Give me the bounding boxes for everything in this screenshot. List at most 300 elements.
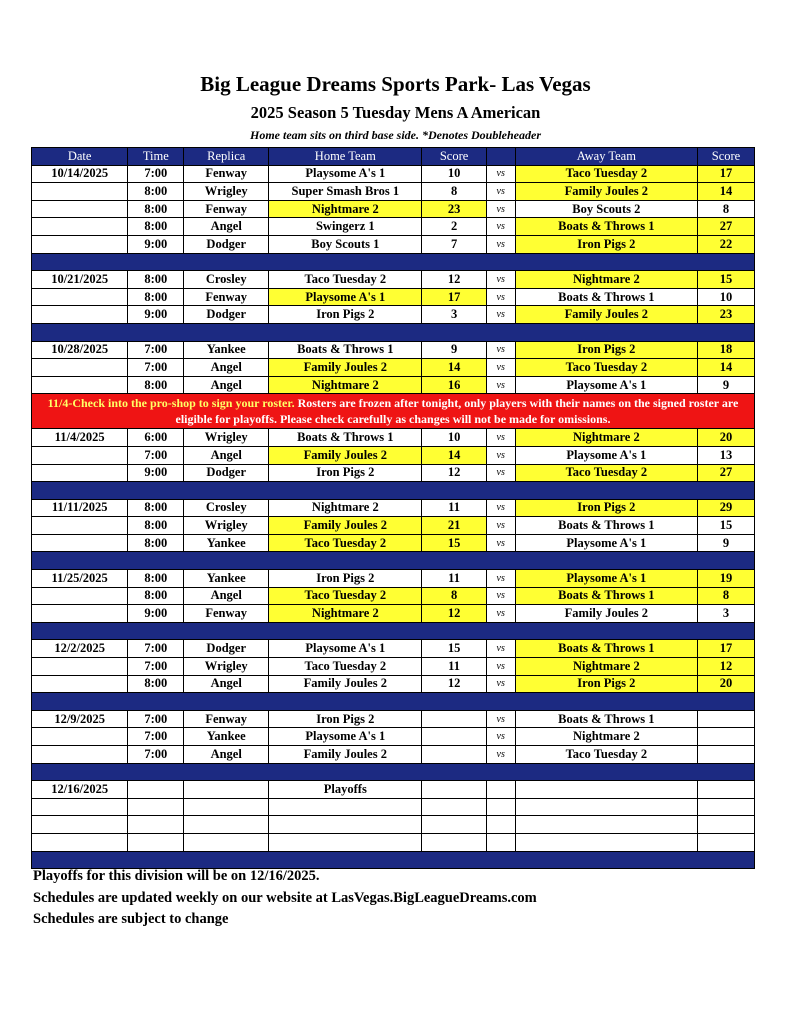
away-score-cell: 8 bbox=[697, 587, 754, 605]
time-cell: 7:00 bbox=[128, 728, 184, 746]
date-cell bbox=[32, 376, 128, 394]
away-score-cell: 27 bbox=[697, 218, 754, 236]
home-team-cell: Playsome A's 1 bbox=[269, 165, 422, 183]
game-row bbox=[32, 781, 755, 799]
away-team-cell: Boats & Throws 1 bbox=[515, 640, 697, 658]
home-team-cell: Playsome A's 1 bbox=[269, 728, 422, 746]
away-score-cell: 14 bbox=[697, 183, 754, 201]
separator-bar bbox=[32, 851, 755, 869]
replica-cell: Dodger bbox=[184, 640, 269, 658]
game-row bbox=[32, 183, 755, 201]
date-cell bbox=[32, 728, 128, 746]
replica-cell: Crosley bbox=[184, 271, 269, 289]
date-cell bbox=[32, 218, 128, 236]
time-cell: 7:00 bbox=[128, 746, 184, 764]
game-row bbox=[32, 218, 755, 236]
away-team-cell: Iron Pigs 2 bbox=[515, 235, 697, 253]
date-cell bbox=[32, 658, 128, 676]
separator-bar bbox=[32, 323, 755, 341]
home-team-cell: Swingerz 1 bbox=[269, 218, 422, 236]
home-team-cell: Family Joules 2 bbox=[269, 675, 422, 693]
vs-cell bbox=[486, 833, 515, 851]
date-cell: 12/9/2025 bbox=[32, 710, 128, 728]
game-row bbox=[32, 165, 755, 183]
away-score-cell bbox=[697, 833, 754, 851]
time-cell: 8:00 bbox=[128, 587, 184, 605]
away-team-cell: Boats & Throws 1 bbox=[515, 517, 697, 535]
game-row bbox=[32, 816, 755, 834]
time-cell bbox=[128, 833, 184, 851]
home-team-cell: Iron Pigs 2 bbox=[269, 710, 422, 728]
vs-cell: vs bbox=[486, 288, 515, 306]
game-row bbox=[32, 570, 755, 588]
away-team-cell: Nightmare 2 bbox=[515, 658, 697, 676]
vs-cell: vs bbox=[486, 376, 515, 394]
home-score-cell: 14 bbox=[422, 359, 486, 377]
away-score-cell bbox=[697, 798, 754, 816]
replica-cell: Yankee bbox=[184, 570, 269, 588]
vs-cell: vs bbox=[486, 640, 515, 658]
away-score-cell bbox=[697, 746, 754, 764]
home-team-cell: Nightmare 2 bbox=[269, 499, 422, 517]
time-cell: 7:00 bbox=[128, 341, 184, 359]
replica-cell: Angel bbox=[184, 359, 269, 377]
replica-cell: Angel bbox=[184, 446, 269, 464]
away-score-cell: 8 bbox=[697, 200, 754, 218]
game-row bbox=[32, 376, 755, 394]
game-row bbox=[32, 640, 755, 658]
separator-bar bbox=[32, 622, 755, 640]
away-team-cell: Boats & Throws 1 bbox=[515, 288, 697, 306]
away-score-cell: 3 bbox=[697, 605, 754, 623]
separator-bar bbox=[32, 693, 755, 711]
date-cell: 10/14/2025 bbox=[32, 165, 128, 183]
date-cell bbox=[32, 517, 128, 535]
time-cell: 8:00 bbox=[128, 271, 184, 289]
vs-cell: vs bbox=[486, 710, 515, 728]
replica-cell: Fenway bbox=[184, 200, 269, 218]
away-team-cell: Family Joules 2 bbox=[515, 183, 697, 201]
replica-cell: Angel bbox=[184, 376, 269, 394]
vs-cell: vs bbox=[486, 218, 515, 236]
away-score-cell: 15 bbox=[697, 517, 754, 535]
away-team-cell: Family Joules 2 bbox=[515, 605, 697, 623]
date-cell bbox=[32, 746, 128, 764]
game-row bbox=[32, 235, 755, 253]
game-row bbox=[32, 587, 755, 605]
away-team-cell: Taco Tuesday 2 bbox=[515, 746, 697, 764]
date-cell: 11/25/2025 bbox=[32, 570, 128, 588]
home-score-cell: 12 bbox=[422, 464, 486, 482]
home-score-cell bbox=[422, 781, 486, 799]
away-score-cell: 9 bbox=[697, 376, 754, 394]
away-team-cell: Boats & Throws 1 bbox=[515, 587, 697, 605]
footer-change-note: Schedules are subject to change bbox=[33, 911, 229, 927]
home-score-cell: 11 bbox=[422, 570, 486, 588]
home-team-cell: Family Joules 2 bbox=[269, 359, 422, 377]
date-cell: 11/11/2025 bbox=[32, 499, 128, 517]
replica-cell bbox=[184, 833, 269, 851]
date-cell: 11/4/2025 bbox=[32, 429, 128, 447]
date-cell bbox=[32, 816, 128, 834]
home-score-cell: 10 bbox=[422, 165, 486, 183]
home-score-cell: 8 bbox=[422, 587, 486, 605]
vs-cell: vs bbox=[486, 446, 515, 464]
game-row bbox=[32, 605, 755, 623]
home-score-cell: 12 bbox=[422, 675, 486, 693]
page-note: Home team sits on third base side. *Denotes Doubleheader bbox=[250, 128, 541, 142]
away-score-cell: 17 bbox=[697, 165, 754, 183]
away-team-cell bbox=[515, 798, 697, 816]
time-cell: 7:00 bbox=[128, 165, 184, 183]
away-team-cell: Taco Tuesday 2 bbox=[515, 464, 697, 482]
home-team-cell: Nightmare 2 bbox=[269, 376, 422, 394]
vs-cell: vs bbox=[486, 517, 515, 535]
col-header-away-score: Score bbox=[697, 148, 754, 166]
home-score-cell: 10 bbox=[422, 429, 486, 447]
date-cell bbox=[32, 288, 128, 306]
replica-cell: Angel bbox=[184, 218, 269, 236]
time-cell: 9:00 bbox=[128, 605, 184, 623]
time-cell: 9:00 bbox=[128, 306, 184, 324]
home-score-cell bbox=[422, 746, 486, 764]
replica-cell: Wrigley bbox=[184, 183, 269, 201]
game-row bbox=[32, 429, 755, 447]
replica-cell: Yankee bbox=[184, 341, 269, 359]
date-cell bbox=[32, 675, 128, 693]
time-cell: 7:00 bbox=[128, 710, 184, 728]
game-row bbox=[32, 271, 755, 289]
home-score-cell: 12 bbox=[422, 271, 486, 289]
replica-cell: Angel bbox=[184, 675, 269, 693]
game-row bbox=[32, 200, 755, 218]
home-score-cell: 7 bbox=[422, 235, 486, 253]
game-row bbox=[32, 499, 755, 517]
vs-cell: vs bbox=[486, 728, 515, 746]
roster-notice-lead: 11/4-Check into the pro-shop to sign your roster. bbox=[47, 396, 295, 411]
date-cell bbox=[32, 235, 128, 253]
away-score-cell: 18 bbox=[697, 341, 754, 359]
away-score-cell: 17 bbox=[697, 640, 754, 658]
date-cell: 10/21/2025 bbox=[32, 271, 128, 289]
vs-cell: vs bbox=[486, 235, 515, 253]
home-team-cell: Super Smash Bros 1 bbox=[269, 183, 422, 201]
time-cell: 8:00 bbox=[128, 218, 184, 236]
date-cell bbox=[32, 798, 128, 816]
vs-cell: vs bbox=[486, 183, 515, 201]
home-team-cell: Boy Scouts 1 bbox=[269, 235, 422, 253]
home-score-cell bbox=[422, 710, 486, 728]
home-team-cell: Family Joules 2 bbox=[269, 517, 422, 535]
vs-cell: vs bbox=[486, 499, 515, 517]
date-cell: 12/2/2025 bbox=[32, 640, 128, 658]
vs-cell: vs bbox=[486, 746, 515, 764]
home-score-cell: 11 bbox=[422, 499, 486, 517]
col-header-date: Date bbox=[32, 148, 128, 166]
home-team-cell: Taco Tuesday 2 bbox=[269, 587, 422, 605]
away-team-cell: Playsome A's 1 bbox=[515, 376, 697, 394]
page-title: Big League Dreams Sports Park- Las Vegas bbox=[200, 72, 591, 96]
home-score-cell: 17 bbox=[422, 288, 486, 306]
home-score-cell: 14 bbox=[422, 446, 486, 464]
game-row bbox=[32, 710, 755, 728]
time-cell: 8:00 bbox=[128, 376, 184, 394]
away-team-cell: Boy Scouts 2 bbox=[515, 200, 697, 218]
home-score-cell bbox=[422, 816, 486, 834]
home-score-cell: 15 bbox=[422, 534, 486, 552]
time-cell bbox=[128, 798, 184, 816]
replica-cell: Crosley bbox=[184, 499, 269, 517]
time-cell: 7:00 bbox=[128, 359, 184, 377]
game-row bbox=[32, 341, 755, 359]
week-separator bbox=[32, 851, 755, 869]
vs-cell: vs bbox=[486, 587, 515, 605]
away-score-cell bbox=[697, 710, 754, 728]
date-cell bbox=[32, 183, 128, 201]
away-team-cell: Nightmare 2 bbox=[515, 271, 697, 289]
away-team-cell bbox=[515, 816, 697, 834]
away-score-cell bbox=[697, 781, 754, 799]
away-team-cell: Family Joules 2 bbox=[515, 306, 697, 324]
date-cell: 12/16/2025 bbox=[32, 781, 128, 799]
home-score-cell: 16 bbox=[422, 376, 486, 394]
date-cell: 10/28/2025 bbox=[32, 341, 128, 359]
time-cell: 9:00 bbox=[128, 464, 184, 482]
replica-cell: Angel bbox=[184, 746, 269, 764]
home-score-cell: 2 bbox=[422, 218, 486, 236]
home-team-cell: Iron Pigs 2 bbox=[269, 306, 422, 324]
week-separator bbox=[32, 253, 755, 271]
table-header-row bbox=[32, 148, 755, 166]
replica-cell: Fenway bbox=[184, 605, 269, 623]
replica-cell: Fenway bbox=[184, 165, 269, 183]
replica-cell: Angel bbox=[184, 587, 269, 605]
replica-cell bbox=[184, 798, 269, 816]
time-cell: 8:00 bbox=[128, 183, 184, 201]
vs-cell: vs bbox=[486, 658, 515, 676]
away-team-cell: Nightmare 2 bbox=[515, 429, 697, 447]
vs-cell: vs bbox=[486, 306, 515, 324]
game-row bbox=[32, 534, 755, 552]
away-team-cell: Iron Pigs 2 bbox=[515, 341, 697, 359]
game-row bbox=[32, 464, 755, 482]
time-cell: 8:00 bbox=[128, 570, 184, 588]
home-score-cell: 23 bbox=[422, 200, 486, 218]
replica-cell: Yankee bbox=[184, 534, 269, 552]
away-score-cell bbox=[697, 728, 754, 746]
time-cell: 7:00 bbox=[128, 446, 184, 464]
schedule-table bbox=[31, 147, 755, 869]
vs-cell: vs bbox=[486, 534, 515, 552]
home-team-cell: Iron Pigs 2 bbox=[269, 570, 422, 588]
date-cell bbox=[32, 464, 128, 482]
col-header-home-team: Home Team bbox=[269, 148, 422, 166]
col-header-home-score: Score bbox=[422, 148, 486, 166]
home-score-cell bbox=[422, 798, 486, 816]
home-team-cell: Family Joules 2 bbox=[269, 746, 422, 764]
home-score-cell: 15 bbox=[422, 640, 486, 658]
away-team-cell bbox=[515, 781, 697, 799]
home-team-cell: Nightmare 2 bbox=[269, 200, 422, 218]
time-cell: 8:00 bbox=[128, 288, 184, 306]
away-score-cell: 10 bbox=[697, 288, 754, 306]
away-score-cell bbox=[697, 816, 754, 834]
home-score-cell: 12 bbox=[422, 605, 486, 623]
replica-cell: Wrigley bbox=[184, 517, 269, 535]
time-cell: 8:00 bbox=[128, 675, 184, 693]
week-separator bbox=[32, 482, 755, 500]
home-score-cell: 21 bbox=[422, 517, 486, 535]
away-team-cell: Iron Pigs 2 bbox=[515, 499, 697, 517]
date-cell bbox=[32, 833, 128, 851]
game-row bbox=[32, 746, 755, 764]
week-separator bbox=[32, 693, 755, 711]
replica-cell: Dodger bbox=[184, 306, 269, 324]
time-cell: 8:00 bbox=[128, 200, 184, 218]
home-team-cell bbox=[269, 798, 422, 816]
replica-cell: Fenway bbox=[184, 288, 269, 306]
replica-cell: Dodger bbox=[184, 235, 269, 253]
game-row bbox=[32, 288, 755, 306]
vs-cell: vs bbox=[486, 341, 515, 359]
home-team-cell: Nightmare 2 bbox=[269, 605, 422, 623]
game-row bbox=[32, 675, 755, 693]
week-separator bbox=[32, 763, 755, 781]
col-header-time: Time bbox=[128, 148, 184, 166]
away-score-cell: 22 bbox=[697, 235, 754, 253]
game-row bbox=[32, 306, 755, 324]
home-team-cell: Playsome A's 1 bbox=[269, 640, 422, 658]
time-cell: 8:00 bbox=[128, 499, 184, 517]
away-score-cell: 14 bbox=[697, 359, 754, 377]
vs-cell: vs bbox=[486, 605, 515, 623]
col-header-away-team: Away Team bbox=[515, 148, 697, 166]
home-score-cell: 8 bbox=[422, 183, 486, 201]
footer-website-note: Schedules are updated weekly on our website at LasVegas.BigLeagueDreams.com bbox=[33, 890, 537, 906]
home-team-cell: Playoffs bbox=[269, 781, 422, 799]
col-header-vs bbox=[486, 148, 515, 166]
home-team-cell: Playsome A's 1 bbox=[269, 288, 422, 306]
game-row bbox=[32, 359, 755, 377]
time-cell: 7:00 bbox=[128, 658, 184, 676]
away-team-cell: Iron Pigs 2 bbox=[515, 675, 697, 693]
roster-notice-row bbox=[32, 394, 755, 429]
vs-cell: vs bbox=[486, 165, 515, 183]
date-cell bbox=[32, 605, 128, 623]
time-cell: 9:00 bbox=[128, 235, 184, 253]
away-team-cell: Boats & Throws 1 bbox=[515, 218, 697, 236]
away-team-cell: Playsome A's 1 bbox=[515, 534, 697, 552]
time-cell bbox=[128, 816, 184, 834]
game-row bbox=[32, 833, 755, 851]
replica-cell: Fenway bbox=[184, 710, 269, 728]
home-score-cell bbox=[422, 833, 486, 851]
separator-bar bbox=[32, 482, 755, 500]
vs-cell bbox=[486, 816, 515, 834]
week-separator bbox=[32, 622, 755, 640]
game-row bbox=[32, 446, 755, 464]
away-team-cell: Boats & Throws 1 bbox=[515, 710, 697, 728]
away-score-cell: 27 bbox=[697, 464, 754, 482]
vs-cell bbox=[486, 781, 515, 799]
game-row bbox=[32, 517, 755, 535]
date-cell bbox=[32, 534, 128, 552]
roster-notice-text: Rosters are frozen after tonight, only players with their names on the signed roster are eligible for playoffs. Please check carefully as changes will not be made for omissions. bbox=[175, 396, 739, 427]
away-team-cell: Nightmare 2 bbox=[515, 728, 697, 746]
away-team-cell: Playsome A's 1 bbox=[515, 570, 697, 588]
vs-cell: vs bbox=[486, 359, 515, 377]
vs-cell bbox=[486, 798, 515, 816]
home-team-cell bbox=[269, 816, 422, 834]
away-team-cell: Taco Tuesday 2 bbox=[515, 165, 697, 183]
vs-cell: vs bbox=[486, 271, 515, 289]
home-score-cell: 9 bbox=[422, 341, 486, 359]
home-score-cell: 11 bbox=[422, 658, 486, 676]
away-score-cell: 19 bbox=[697, 570, 754, 588]
separator-bar bbox=[32, 763, 755, 781]
vs-cell: vs bbox=[486, 570, 515, 588]
home-team-cell: Iron Pigs 2 bbox=[269, 464, 422, 482]
away-score-cell: 12 bbox=[697, 658, 754, 676]
away-score-cell: 13 bbox=[697, 446, 754, 464]
game-row bbox=[32, 658, 755, 676]
date-cell bbox=[32, 359, 128, 377]
home-score-cell bbox=[422, 728, 486, 746]
replica-cell bbox=[184, 781, 269, 799]
time-cell: 8:00 bbox=[128, 517, 184, 535]
separator-bar bbox=[32, 552, 755, 570]
home-team-cell: Family Joules 2 bbox=[269, 446, 422, 464]
time-cell bbox=[128, 781, 184, 799]
away-team-cell: Taco Tuesday 2 bbox=[515, 359, 697, 377]
vs-cell: vs bbox=[486, 200, 515, 218]
time-cell: 8:00 bbox=[128, 534, 184, 552]
date-cell bbox=[32, 446, 128, 464]
separator-bar bbox=[32, 253, 755, 271]
vs-cell: vs bbox=[486, 464, 515, 482]
vs-cell: vs bbox=[486, 675, 515, 693]
game-row bbox=[32, 728, 755, 746]
home-team-cell: Taco Tuesday 2 bbox=[269, 534, 422, 552]
home-team-cell: Taco Tuesday 2 bbox=[269, 271, 422, 289]
date-cell bbox=[32, 587, 128, 605]
week-separator bbox=[32, 323, 755, 341]
vs-cell: vs bbox=[486, 429, 515, 447]
away-score-cell: 23 bbox=[697, 306, 754, 324]
home-score-cell: 3 bbox=[422, 306, 486, 324]
away-team-cell: Playsome A's 1 bbox=[515, 446, 697, 464]
date-cell bbox=[32, 306, 128, 324]
replica-cell: Dodger bbox=[184, 464, 269, 482]
away-score-cell: 15 bbox=[697, 271, 754, 289]
time-cell: 6:00 bbox=[128, 429, 184, 447]
replica-cell: Wrigley bbox=[184, 658, 269, 676]
away-team-cell bbox=[515, 833, 697, 851]
home-team-cell bbox=[269, 833, 422, 851]
home-team-cell: Boats & Throws 1 bbox=[269, 429, 422, 447]
replica-cell bbox=[184, 816, 269, 834]
away-score-cell: 20 bbox=[697, 429, 754, 447]
replica-cell: Wrigley bbox=[184, 429, 269, 447]
roster-notice bbox=[32, 394, 755, 429]
col-header-replica: Replica bbox=[184, 148, 269, 166]
week-separator bbox=[32, 552, 755, 570]
replica-cell: Yankee bbox=[184, 728, 269, 746]
away-score-cell: 20 bbox=[697, 675, 754, 693]
away-score-cell: 29 bbox=[697, 499, 754, 517]
footer-playoffs-note: Playoffs for this division will be on 12/16/2025. bbox=[33, 868, 320, 884]
away-score-cell: 9 bbox=[697, 534, 754, 552]
